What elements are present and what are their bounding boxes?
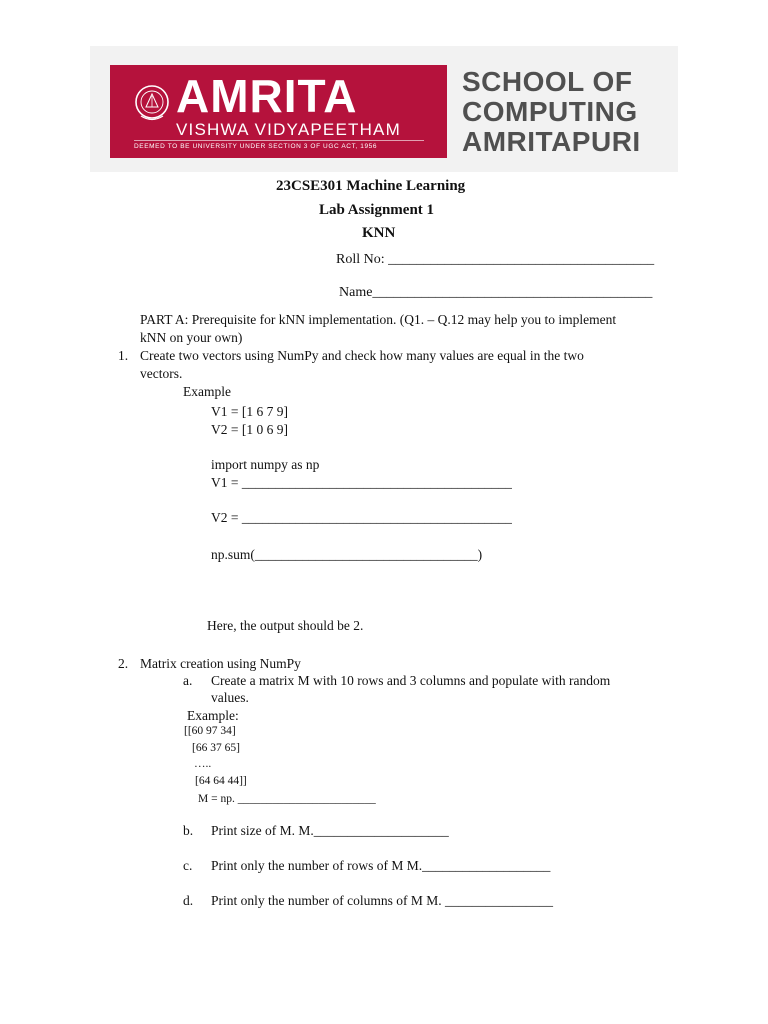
q2a-marker: a. bbox=[183, 673, 193, 688]
q1-sum-blank: np.sum(_________________________________) bbox=[211, 547, 483, 562]
assignment-title: Lab Assignment 1 bbox=[319, 202, 435, 218]
q1-number: 1. bbox=[118, 348, 129, 363]
part-a-line-2: kNN on your own) bbox=[140, 330, 243, 345]
q2c-marker: c. bbox=[183, 858, 193, 873]
q2a-text-line-1: Create a matrix M with 10 rows and 3 columns and populate with random bbox=[211, 673, 611, 688]
q2a-m-blank: M = np. ________________________ bbox=[198, 793, 376, 805]
q1-v1-example: V1 = [1 6 7 9] bbox=[211, 404, 288, 419]
logo-deemed-text: DEEMED TO BE UNIVERSITY UNDER SECTION 3 OF UGC ACT, 1956 bbox=[134, 143, 378, 150]
q2-example-label: Example: bbox=[187, 708, 239, 723]
course-title: 23CSE301 Machine Learning bbox=[276, 178, 466, 194]
name-field: Name________________________________________ bbox=[339, 285, 653, 300]
school-name-line-3: AMRITAPURI bbox=[462, 126, 641, 157]
matrix-row-last: [64 64 44]] bbox=[195, 775, 247, 787]
matrix-row-2: [66 37 65] bbox=[192, 742, 240, 754]
q1-import-line: import numpy as np bbox=[211, 457, 320, 472]
q1-v1-blank: V1 = ________________________________________ bbox=[211, 475, 512, 490]
q1-v2-example: V2 = [1 0 6 9] bbox=[211, 422, 288, 437]
q2a-text-line-2: values. bbox=[211, 690, 249, 705]
matrix-row-1: [[60 97 34] bbox=[184, 725, 236, 737]
q2-number: 2. bbox=[118, 656, 129, 671]
q2-heading: Matrix creation using NumPy bbox=[140, 656, 301, 671]
logo-divider bbox=[134, 140, 424, 141]
q1-output-note: Here, the output should be 2. bbox=[207, 618, 364, 633]
q1-example-label: Example bbox=[183, 384, 231, 399]
school-name-line-2: COMPUTING bbox=[462, 96, 638, 127]
topic-title: KNN bbox=[362, 225, 396, 241]
logo-title: AMRITA bbox=[176, 70, 358, 122]
logo-subtitle: VISHWA VIDYAPEETHAM bbox=[176, 120, 401, 139]
roll-no-field: Roll No: ______________________________________ bbox=[336, 252, 655, 267]
q2c-text: Print only the number of rows of M M.___________________ bbox=[211, 858, 551, 873]
matrix-ellipsis: ….. bbox=[194, 758, 212, 770]
q1-v2-blank: V2 = ________________________________________ bbox=[211, 510, 512, 525]
q2b-marker: b. bbox=[183, 823, 194, 838]
university-seal-icon bbox=[133, 83, 171, 123]
header-banner bbox=[90, 46, 678, 172]
q2d-marker: d. bbox=[183, 893, 194, 908]
university-logo bbox=[110, 65, 447, 158]
school-name-line-1: SCHOOL OF bbox=[462, 66, 633, 97]
q1-text-line-1: Create two vectors using NumPy and check how many values are equal in the two bbox=[140, 348, 584, 363]
q2b-text: Print size of M. M.____________________ bbox=[211, 823, 449, 838]
q2d-text: Print only the number of columns of M M. ________________ bbox=[211, 893, 553, 908]
q1-text-line-2: vectors. bbox=[140, 366, 183, 381]
part-a-line-1: PART A: Prerequisite for kNN implementation. (Q1. – Q.12 may help you to implement bbox=[140, 312, 617, 327]
